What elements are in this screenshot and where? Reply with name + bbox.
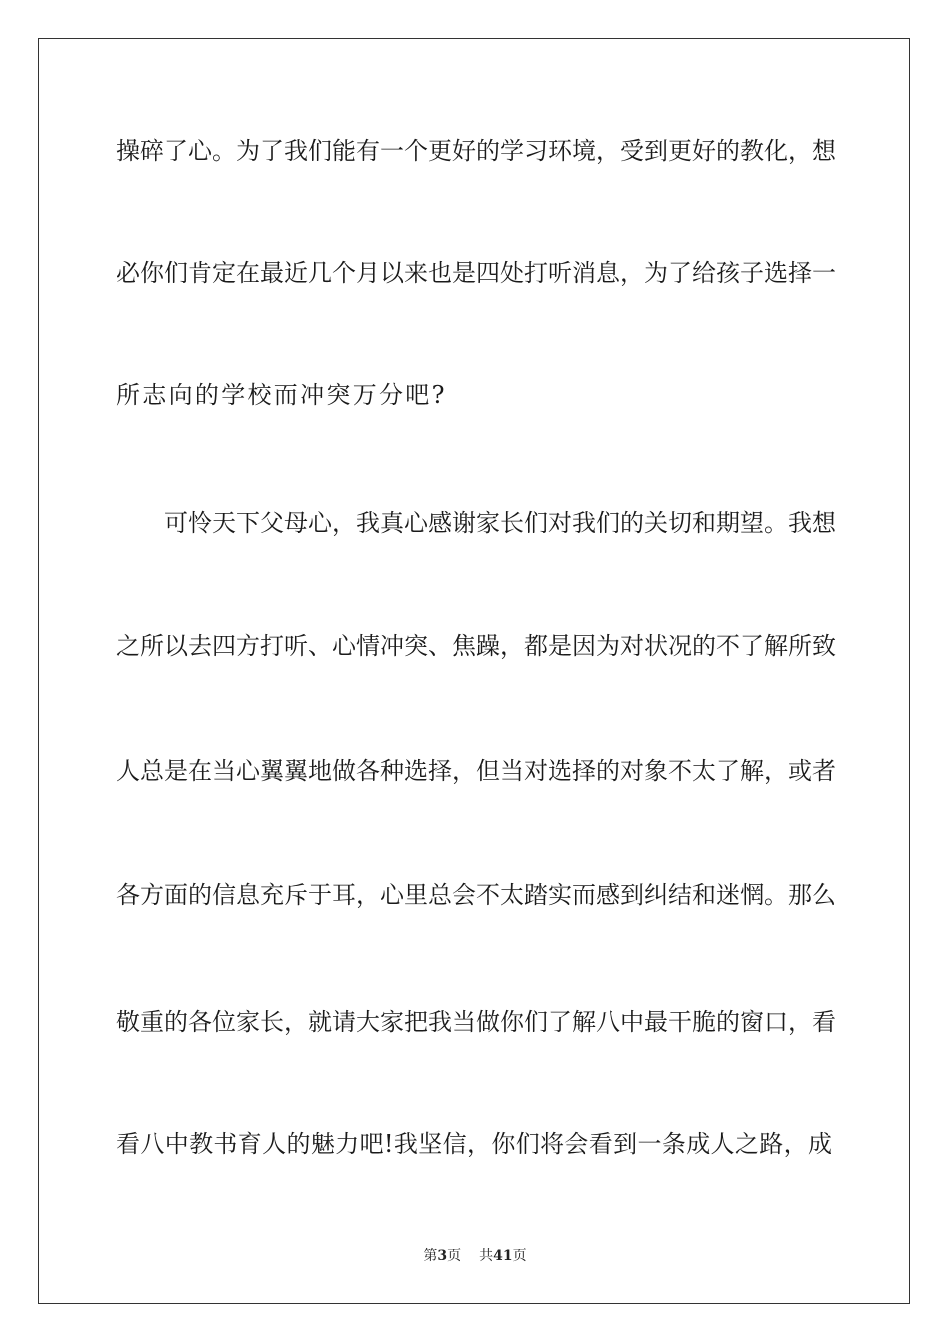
body-line-3: 所志向的学校而冲突万分吧? [116, 381, 447, 409]
body-line-2: 必你们肯定在最近几个月以来也是四处打听消息，为了给孩子选择一 [116, 259, 836, 287]
body-line-9: 看八中教书育人的魅力吧!我坚信，你们将会看到一条成人之路，成 [116, 1130, 832, 1158]
body-line-5: 之所以去四方打听、心情冲突、焦躁，都是因为对状况的不了解所致 [116, 632, 836, 660]
body-line-4: 可怜天下父母心，我真心感谢家长们对我们的关切和期望。我想 [164, 509, 836, 537]
body-line-8: 敬重的各位家长，就请大家把我当做你们了解八中最干脆的窗口，看 [116, 1008, 836, 1036]
total-label-suffix: 页 [512, 1248, 527, 1264]
body-line-7: 各方面的信息充斥于耳，心里总会不太踏实而感到纠结和迷惘。那么 [116, 881, 836, 909]
total-pages: 41 [493, 1248, 513, 1264]
page-label-prefix: 第 [423, 1248, 438, 1264]
body-line-6: 人总是在当心翼翼地做各种选择，但当对选择的对象不太了解，或者 [116, 757, 836, 785]
page-frame [38, 38, 910, 1304]
total-label-prefix: 共 [479, 1248, 494, 1264]
page-label-suffix: 页 [447, 1248, 462, 1264]
page-footer [0, 1247, 950, 1265]
body-line-1: 操碎了心。为了我们能有一个更好的学习环境，受到更好的教化，想 [116, 137, 836, 165]
page-number: 3 [437, 1248, 448, 1264]
